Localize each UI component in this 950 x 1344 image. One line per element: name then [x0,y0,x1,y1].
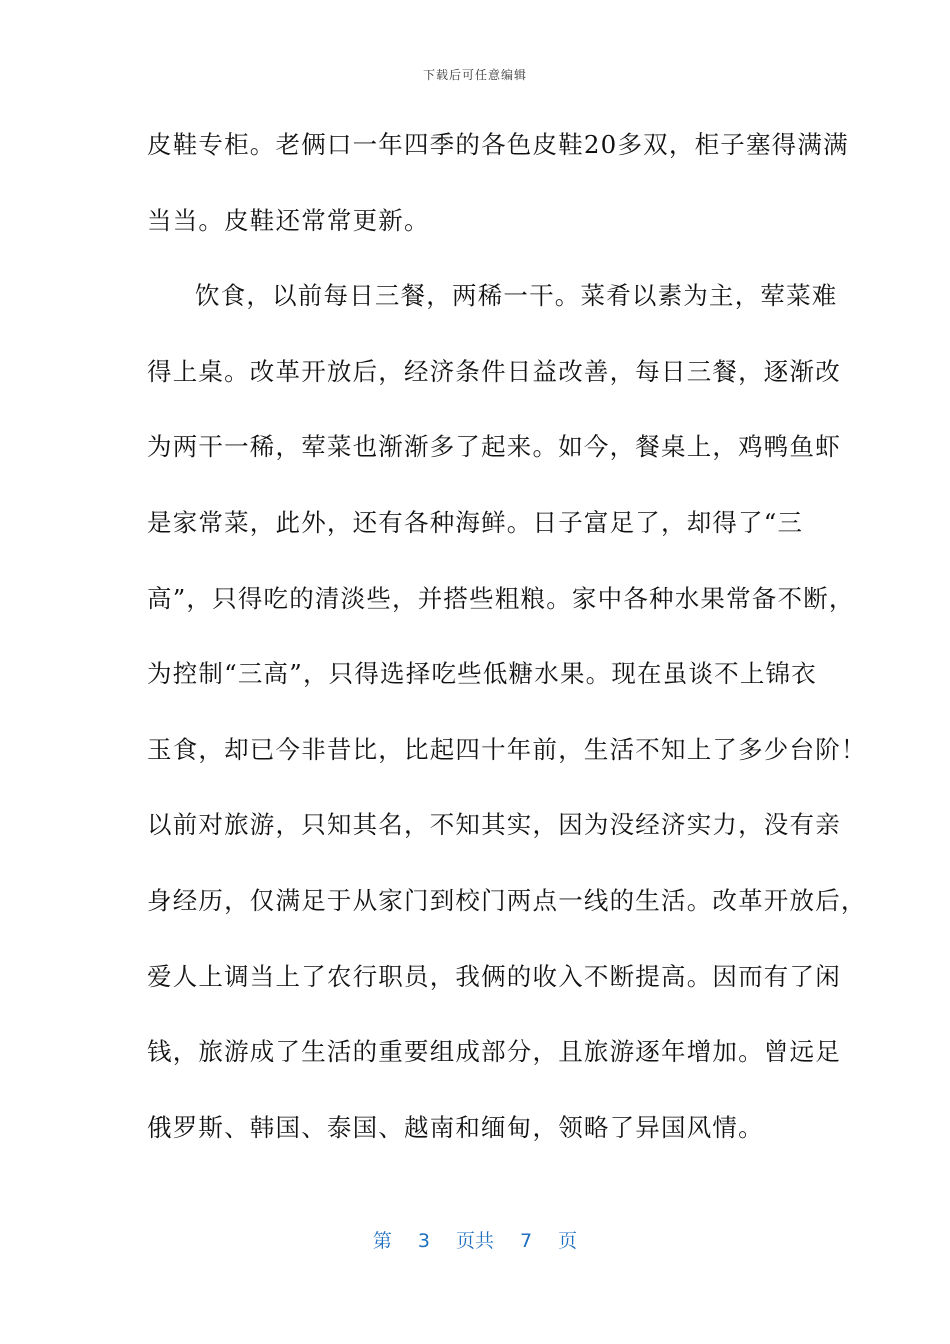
current-page-number: 3 [417,1230,430,1252]
text-line: 得上桌。改革开放后，经济条件日益改善，每日三餐，逐渐改 [147,356,841,386]
text-line: 爱人上调当上了农行职员，我俩的收入不断提高。因而有了闲 [147,961,841,991]
text-line: 玉食，却已今非昔比，比起四十年前，生活不知上了多少台阶！ [147,734,867,764]
document-body [147,120,867,1178]
text-line: 为控制“三高”，只得选择吃些低糖水果。现在虽谈不上锦衣 [147,659,817,689]
page-header: 下载后可任意编辑 [422,68,527,82]
footer-suffix: 页 [558,1230,578,1252]
text-line: 饮食，以前每日三餐，两稀一干。菜肴以素为主，荤菜难 [195,281,838,311]
text-line: 皮鞋专柜。老俩口一年四季的各色皮鞋20多双，柜子塞得满满 [147,130,849,159]
text-line: 是家常菜，此外，还有各种海鲜。日子富足了，却得了“三 [147,507,804,537]
text-line: 为两干一稀，荤菜也渐渐多了起来。如今，餐桌上，鸡鸭鱼虾 [147,432,841,462]
footer-prefix: 第 [372,1230,392,1252]
text-line: 当当。皮鞋还常常更新。 [147,205,430,235]
page-footer [0,1226,950,1253]
footer-middle: 页共 [455,1230,494,1252]
text-line: 高”，只得吃的清淡些，并搭些粗粮。家中各种水果常备不断， [147,583,855,613]
text-line: 身经历，仅满足于从家门到校门两点一线的生活。改革开放后， [147,885,867,915]
total-pages-number: 7 [520,1230,533,1252]
text-line: 以前对旅游，只知其名，不知其实，因为没经济实力，没有亲 [147,810,841,840]
text-line: 钱，旅游成了生活的重要组成部分，且旅游逐年增加。曾远足 [147,1037,841,1067]
text-line: 俄罗斯、韩国、泰国、越南和缅甸，领略了异国风情。 [147,1112,764,1142]
